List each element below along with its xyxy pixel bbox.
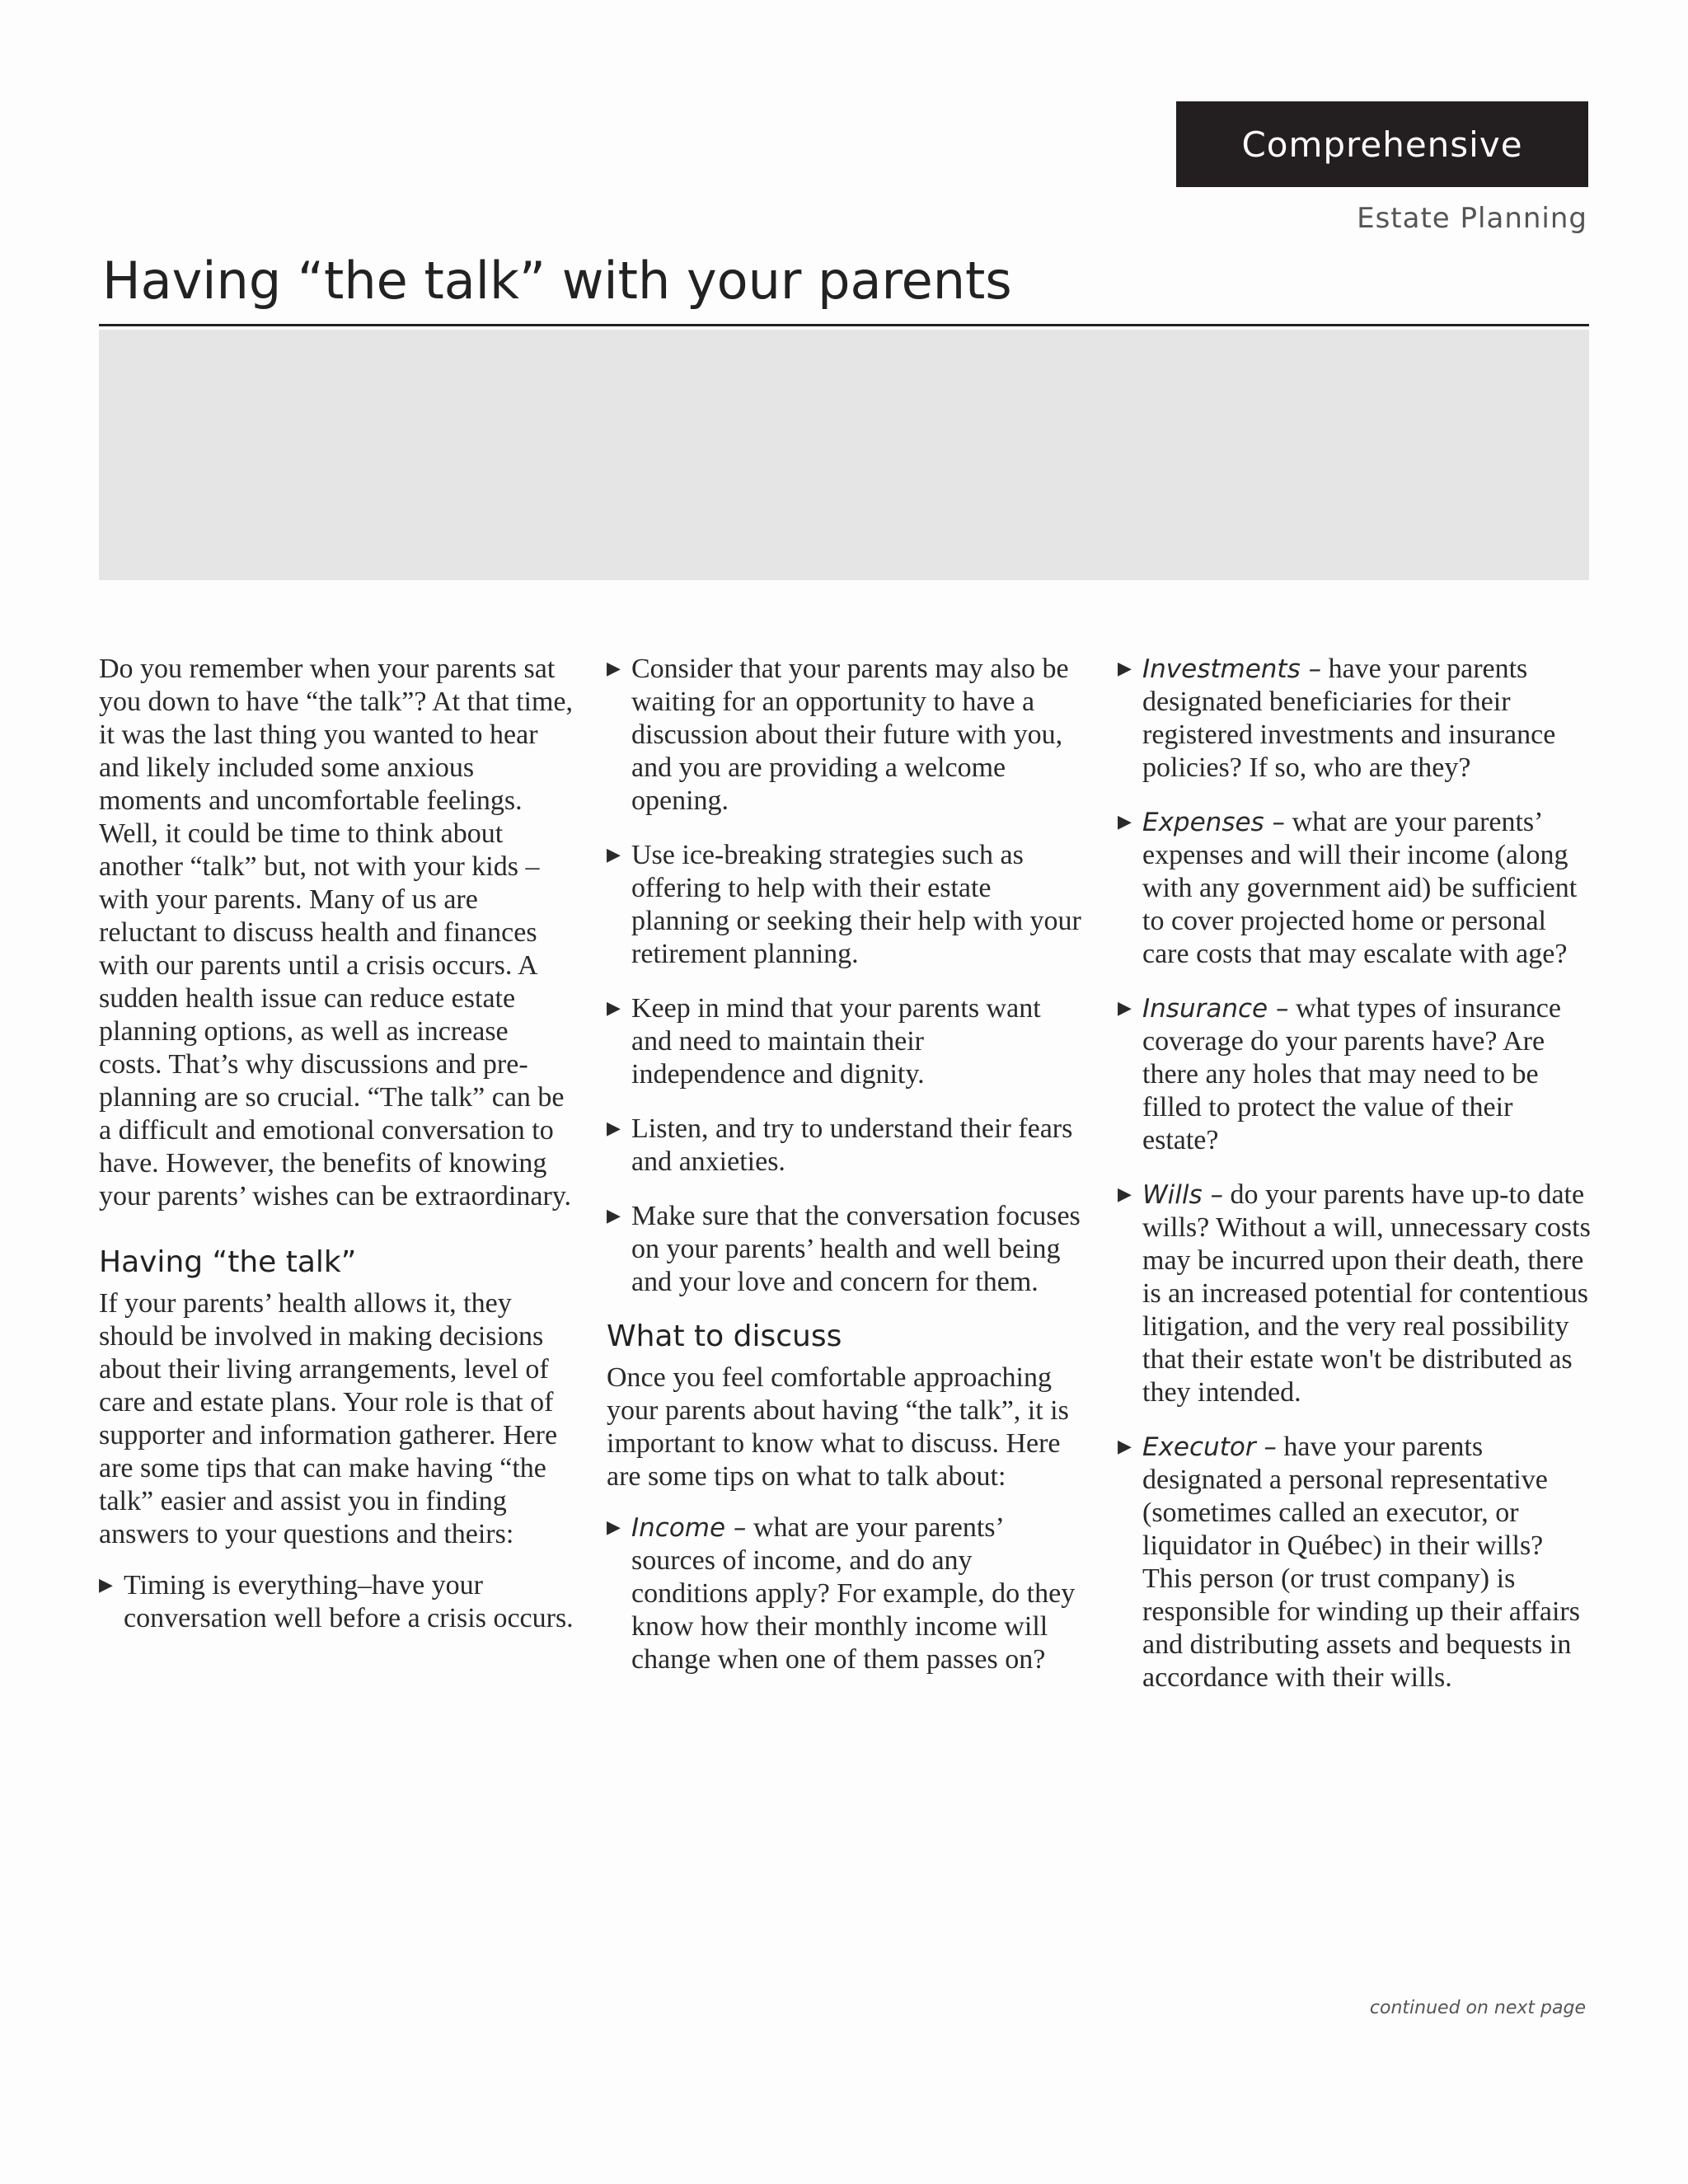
hero-image-placeholder bbox=[99, 330, 1589, 580]
tip-item: ▶ Listen, and try to understand their fears and anxieties. bbox=[607, 1113, 1073, 1177]
triangle-bullet-icon: ▶ bbox=[1118, 812, 1132, 832]
triangle-bullet-icon: ▶ bbox=[607, 845, 621, 865]
triangle-bullet-icon: ▶ bbox=[1118, 658, 1132, 679]
triangle-bullet-icon: ▶ bbox=[607, 998, 621, 1019]
section-heading-what-to-discuss: What to discuss bbox=[607, 1319, 842, 1353]
triangle-bullet-icon: ▶ bbox=[607, 1118, 621, 1139]
category-badge: Comprehensive bbox=[1176, 101, 1588, 187]
continued-note: continued on next page bbox=[1369, 1998, 1586, 2018]
discuss-item-wills: ▶ Wills – do your parents have up-to date wills? Without a will, unnecessary costs may be incurred upon their death, there is an increased potential for contentious litigation, and the very real possibility that their estate won't be distributed as they intended. bbox=[1118, 1179, 1591, 1408]
triangle-bullet-icon: ▶ bbox=[99, 1575, 113, 1596]
triangle-bullet-icon: ▶ bbox=[1118, 1436, 1132, 1457]
column-1 bbox=[99, 653, 577, 1657]
triangle-bullet-icon: ▶ bbox=[607, 1206, 621, 1226]
discuss-item-insurance: ▶ Insurance – what types of insurance coverage do your parents have? Are there any holes that may need to be filled to protect the value of their estate? bbox=[1118, 993, 1561, 1155]
triangle-bullet-icon: ▶ bbox=[607, 1517, 621, 1538]
discuss-item-income: ▶ Income – what are your parents’ sources of income, and do any conditions apply? For example, do they know how their monthly income will change when one of them passes on? bbox=[607, 1512, 1076, 1675]
triangle-bullet-icon: ▶ bbox=[1118, 1184, 1132, 1205]
section2-body: Once you feel comfortable approaching your parents about having “the talk”, it is important to know what to discuss. Here are some tips on what to talk about: bbox=[607, 1362, 1069, 1492]
section1-body: If your parents’ health allows it, they should be involved in making decisions about their living arrangements, level of care and estate plans. Your role is that of supporter and information gatherer. Here are some tips that can make having “the talk” easier and assist you in finding answers to your questions and theirs: bbox=[99, 1288, 558, 1549]
tip-item: ▶ Consider that your parents may also be waiting for an opportunity to have a discussion about their future with you, and you are providing a welcome opening. bbox=[607, 654, 1069, 816]
discuss-item-expenses: ▶ Expenses – what are your parents’ expenses and will their income (along with any government aid) be sufficient to cover projected home or personal care costs that may escalate with age? bbox=[1118, 807, 1578, 969]
discuss-item-investments: ▶ Investments – have your parents designated beneficiaries for their registered investments and insurance policies? If so, who are they? bbox=[1118, 654, 1556, 783]
triangle-bullet-icon: ▶ bbox=[607, 658, 621, 679]
discuss-item-executor: ▶ Executor – have your parents designated a personal representative (sometimes called an executor, or liquidator in Québec) in their wills? This person (or trust company) is responsible for winding up their affairs and distributing assets and bequests in accordance with their wills. bbox=[1118, 1432, 1580, 1693]
title-divider bbox=[99, 324, 1589, 326]
page-title: Having “the talk” with your parents bbox=[102, 251, 1012, 311]
column-3 bbox=[1118, 653, 1596, 1716]
column-2 bbox=[607, 653, 1085, 1698]
tip-item: ▶ Timing is everything–have your conversation well before a crisis occurs. bbox=[99, 1570, 574, 1633]
tip-item: ▶ Make sure that the conversation focuses on your parents’ health and well being and your love and concern for them. bbox=[607, 1201, 1081, 1297]
section-heading-having-the-talk: Having “the talk” bbox=[99, 1245, 357, 1279]
subcategory-label: Estate Planning bbox=[1357, 202, 1587, 235]
intro-paragraph: Do you remember when your parents sat you down to have “the talk”? At that time, it was the last thing you wanted to hear and likely included some anxious moments and uncomfortable feelings. Well, it could be time to think about another “talk” but, not with your kids – with your parents. Many of us are reluctant to discuss health and finances with our parents until a crisis occurs. A sudden health issue can reduce estate planning options, as well as increase costs. That’s why discussions and pre-planning are so crucial. “The talk” can be a difficult and emotional conversation to have. However, the benefits of knowing your parents’ wishes can be extraordinary. bbox=[99, 654, 574, 1212]
triangle-bullet-icon: ▶ bbox=[1118, 998, 1132, 1019]
tip-item: ▶ Use ice-breaking strategies such as offering to help with their estate planning or seeking their help with your retirement planning. bbox=[607, 840, 1081, 969]
tip-item: ▶ Keep in mind that your parents want and need to maintain their independence and dignity. bbox=[607, 993, 1041, 1090]
